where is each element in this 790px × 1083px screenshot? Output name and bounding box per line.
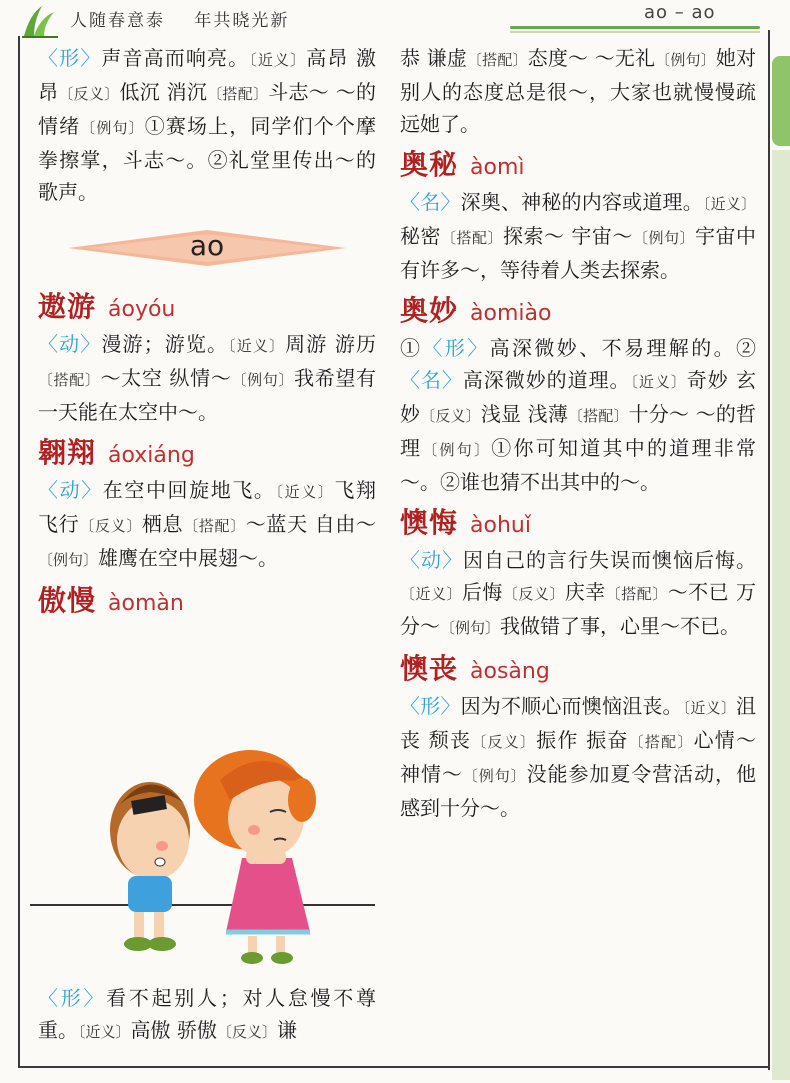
collocation-tag: 〔搭配〕 bbox=[628, 733, 694, 751]
definition: 深奥、神秘的内容或道理。 bbox=[460, 190, 703, 214]
example: ①赛场上，同学们个个摩拳擦掌，斗志～。②礼堂里传出～的歌声。 bbox=[38, 114, 376, 204]
synonyms: 沮丧 颓丧 bbox=[400, 694, 757, 752]
entry-heading bbox=[38, 580, 376, 622]
antonym-tag: 〔反义〕 bbox=[79, 517, 142, 535]
headword: 懊悔 bbox=[400, 506, 459, 539]
collocations: 探索～ 宇宙～ bbox=[503, 224, 633, 248]
example-tag: 〔例句〕 bbox=[462, 767, 527, 785]
pinyin: àohuǐ bbox=[470, 513, 531, 538]
definition: 在空中回旋地飞。 bbox=[102, 478, 276, 502]
collocations: ～太空 纵情～ bbox=[100, 366, 232, 390]
left-column bbox=[38, 42, 376, 622]
example: 她对别人的态度总是很～，大家也就慢慢疏远她了。 bbox=[400, 46, 756, 136]
collocations: 态度～ ～无礼 bbox=[527, 46, 656, 70]
definition: 因自己的言行失误而懊恼后悔。 bbox=[463, 548, 756, 572]
pos-label: 〈动〉 bbox=[38, 332, 102, 356]
pos-label: 〈形〉 bbox=[38, 986, 107, 1010]
example-tag: 〔例句〕 bbox=[231, 371, 295, 389]
example-tag: 〔例句〕 bbox=[440, 619, 501, 637]
entry-heading bbox=[400, 648, 756, 690]
antonym-tag: 〔反义〕 bbox=[58, 85, 120, 103]
example: 我希望有一天能在太空中～。 bbox=[38, 366, 376, 424]
definition: 声音高而响亮。 bbox=[101, 46, 250, 70]
headword: 傲慢 bbox=[38, 584, 97, 617]
dictionary-entry bbox=[400, 502, 756, 644]
antonym-tag: 〔反义〕 bbox=[420, 407, 481, 425]
pos-label: 〈名〉 bbox=[400, 368, 463, 392]
header-phrase-1: 人随春意泰 bbox=[70, 11, 165, 31]
antonyms: 庆幸 bbox=[564, 580, 606, 604]
continued-antonyms: 恭 谦虚 bbox=[400, 46, 468, 70]
example: 没能参加夏令营活动，他感到十分～。 bbox=[400, 762, 756, 820]
antonyms: 栖息 bbox=[141, 512, 184, 536]
headword: 翱翔 bbox=[38, 436, 97, 469]
synonym-tag: 〔近义〕 bbox=[249, 51, 307, 69]
antonyms: 低沉 消沉 bbox=[119, 80, 208, 104]
collocations: 心情～ 神情～ bbox=[400, 728, 757, 786]
entry-heading bbox=[38, 286, 376, 328]
pos-label: 〈名〉 bbox=[400, 190, 461, 214]
page-header bbox=[0, 0, 790, 40]
antonym-tag: 〔反义〕 bbox=[216, 1023, 277, 1041]
page-border-bottom bbox=[18, 1066, 770, 1068]
example: 我做错了事，心里～不已。 bbox=[500, 614, 741, 638]
collocation-tag: 〔搭配〕 bbox=[568, 407, 629, 425]
antonym-tag: 〔反义〕 bbox=[502, 585, 565, 603]
dictionary-entry bbox=[400, 144, 756, 286]
example-tag: 〔例句〕 bbox=[632, 229, 695, 247]
pos-label: 〈形〉 bbox=[38, 46, 102, 70]
synonym-tag: 〔近义〕 bbox=[702, 195, 757, 213]
page-border-left bbox=[18, 36, 20, 1066]
entry-body bbox=[400, 186, 756, 286]
dictionary-entry bbox=[38, 432, 376, 576]
pos-label: 〈形〉 bbox=[400, 694, 461, 718]
header-rule bbox=[510, 26, 760, 29]
synonyms: 高傲 骄傲 bbox=[130, 1018, 217, 1042]
synonyms: 周游 游历 bbox=[285, 332, 376, 356]
section-banner bbox=[38, 228, 376, 276]
pinyin: áoyóu bbox=[108, 297, 176, 322]
synonyms: 奇妙 玄妙 bbox=[400, 368, 757, 426]
grass-leaf-icon bbox=[20, 4, 60, 38]
collocations: ～不已 万分～ bbox=[400, 580, 756, 638]
collocation-tag: 〔搭配〕 bbox=[183, 517, 246, 535]
entry-body bbox=[400, 332, 756, 498]
synonym-tag: 〔近义〕 bbox=[630, 373, 687, 391]
synonym-tag: 〔近义〕 bbox=[400, 585, 462, 603]
pinyin: àomiào bbox=[470, 301, 552, 326]
antonyms: 谦 bbox=[276, 1018, 297, 1042]
synonym-tag: 〔近义〕 bbox=[228, 337, 286, 355]
example: ①你可知道其中的道理非常～。②谁也猜不出其中的～。 bbox=[400, 436, 756, 494]
dictionary-entry bbox=[400, 648, 756, 824]
section-label: ao bbox=[189, 229, 225, 262]
collocations: 斗志～ ～的情绪 bbox=[38, 80, 376, 138]
example-tag: 〔例句〕 bbox=[422, 441, 492, 459]
synonyms: 高昂 激昂 bbox=[38, 46, 376, 104]
section-range: ao – ao bbox=[644, 2, 716, 23]
example-tag: 〔例句〕 bbox=[80, 119, 145, 137]
collocation-tag: 〔搭配〕 bbox=[441, 229, 504, 247]
synonym-tag: 〔近义〕 bbox=[275, 483, 335, 501]
headword: 懊丧 bbox=[400, 652, 459, 685]
entry-body bbox=[400, 544, 756, 644]
definition: 高深微妙、不易理解的。 bbox=[489, 336, 737, 360]
girl-figure bbox=[194, 750, 316, 964]
entry-heading bbox=[400, 144, 756, 186]
headword: 奥妙 bbox=[400, 294, 459, 327]
synonyms: 飞翔 飞行 bbox=[38, 478, 376, 536]
antonym-tag: 〔反义〕 bbox=[471, 733, 537, 751]
entry-body bbox=[38, 982, 376, 1048]
example: 宇宙中有许多～，等待着人类去探索。 bbox=[400, 224, 756, 282]
definition: 漫游；游览。 bbox=[101, 332, 229, 356]
boy-figure bbox=[110, 782, 190, 951]
example-tag: 〔例句〕 bbox=[38, 551, 99, 569]
headword: 奥秘 bbox=[400, 148, 459, 181]
pinyin: àomì bbox=[470, 155, 525, 180]
header-couplet bbox=[70, 6, 311, 31]
collocations: ～蓝天 自由～ bbox=[245, 512, 377, 536]
entry-body bbox=[38, 328, 376, 428]
continuation-entry bbox=[38, 42, 376, 208]
entry-heading bbox=[400, 502, 756, 544]
page-edge-tab bbox=[772, 56, 790, 146]
continuation-entry bbox=[400, 42, 756, 140]
collocations: 十分～ ～的哲理 bbox=[400, 402, 756, 460]
pos-label: 〈动〉 bbox=[38, 478, 103, 502]
synonym-tag: 〔近义〕 bbox=[682, 699, 737, 717]
definition: 看不起别人；对人怠慢不尊重。 bbox=[38, 986, 377, 1042]
pos-label: 〈动〉 bbox=[400, 548, 463, 572]
header-rule-shadow bbox=[510, 31, 760, 33]
antonyms: 振作 振奋 bbox=[536, 728, 629, 752]
synonym-tag: 〔近义〕 bbox=[78, 1023, 131, 1041]
cartoon-boy-and-girl bbox=[30, 700, 375, 980]
definition: 高深微妙的道理。 bbox=[462, 368, 631, 392]
pos-label: 〈形〉 bbox=[422, 336, 490, 360]
sense-number: ① bbox=[400, 336, 423, 360]
example: 雄鹰在空中展翅～。 bbox=[98, 546, 279, 570]
pinyin: àosàng bbox=[470, 659, 550, 684]
collocation-tag: 〔搭配〕 bbox=[207, 85, 269, 103]
example-tag: 〔例句〕 bbox=[655, 51, 716, 69]
entry-body-aoman bbox=[38, 982, 376, 1048]
entry-heading bbox=[400, 290, 756, 332]
dictionary-entry bbox=[400, 290, 756, 498]
pinyin: áoxiáng bbox=[108, 443, 195, 468]
sense-number: ② bbox=[736, 336, 757, 360]
collocation-tag: 〔搭配〕 bbox=[605, 585, 668, 603]
right-column bbox=[400, 42, 756, 824]
antonyms: 浅显 浅薄 bbox=[480, 402, 568, 426]
header-phrase-2: 年共晓光新 bbox=[194, 11, 290, 31]
page-border-right bbox=[768, 30, 770, 1070]
entry-body bbox=[38, 474, 376, 576]
page-edge-strip bbox=[772, 150, 790, 1080]
pinyin: àomàn bbox=[108, 591, 184, 616]
headword: 遨游 bbox=[38, 290, 97, 323]
entry-body bbox=[400, 690, 756, 824]
synonyms: 后悔 bbox=[461, 580, 503, 604]
dictionary-entry bbox=[38, 286, 376, 428]
synonyms: 秘密 bbox=[400, 224, 442, 248]
collocation-tag: 〔搭配〕 bbox=[38, 371, 101, 389]
definition: 因为不顺心而懊恼沮丧。 bbox=[460, 694, 683, 718]
entry-heading bbox=[38, 432, 376, 474]
collocation-tag: 〔搭配〕 bbox=[467, 51, 528, 69]
